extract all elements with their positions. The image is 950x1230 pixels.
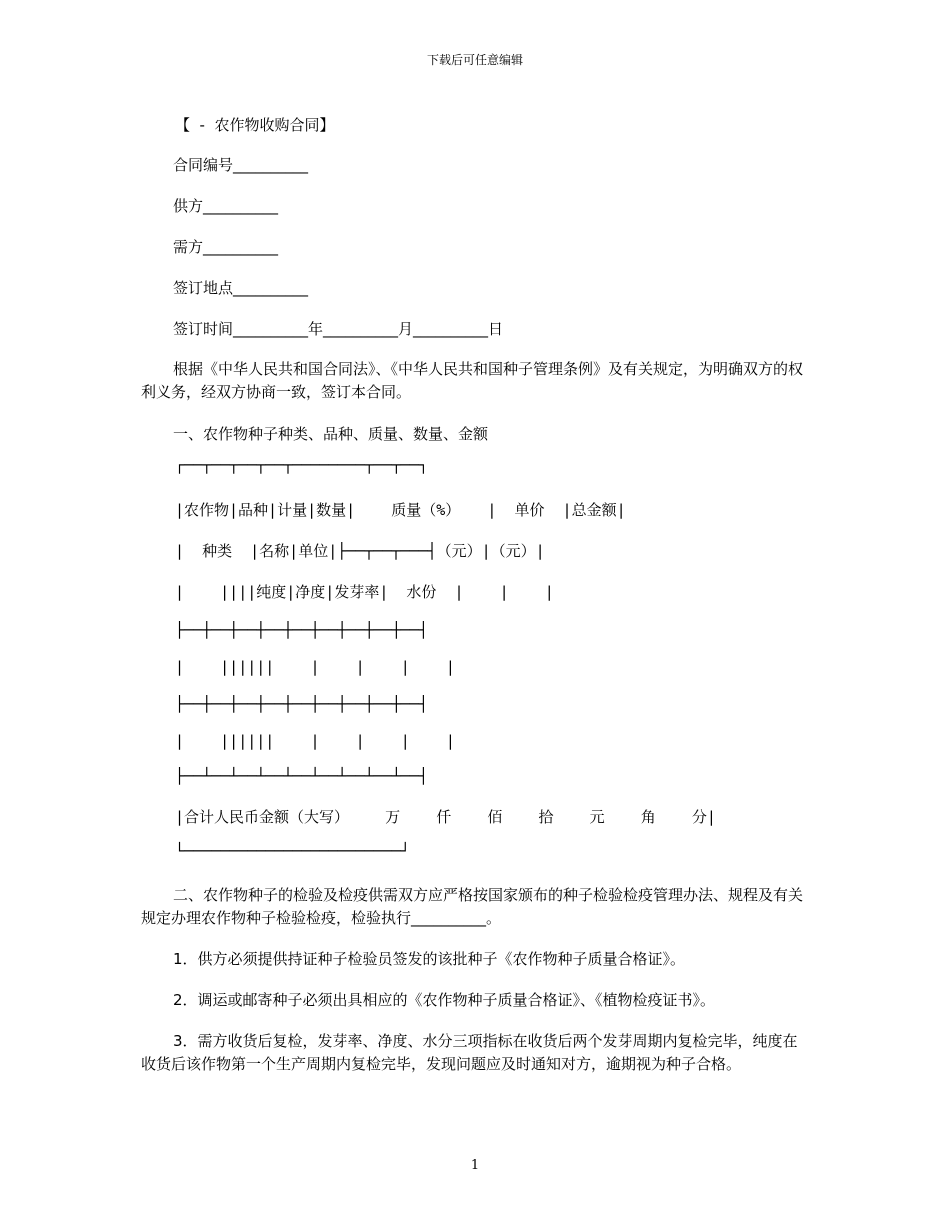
buyer-field: 需方__________ <box>173 238 279 256</box>
table-row: | ||||纯度|净度|发芽率| 水份 | | | <box>175 583 554 601</box>
contract-title: 【 - 农作物收购合同】 <box>175 116 335 134</box>
table-row: | |||||| | | | | <box>175 732 455 750</box>
contract-number-field: 合同编号__________ <box>173 156 309 174</box>
table-row: ├──┼──┼──┼──┼──┼──┼──┼──┼──┤ <box>175 621 428 639</box>
signing-place-field: 签订地点__________ <box>173 279 309 297</box>
section-1-heading: 一、农作物种子种类、品种、质量、数量、金额 <box>173 425 489 443</box>
table-row: |合计人民币金额（大写） 万 仟 佰 拾 元 角 分| <box>175 808 716 826</box>
section-2-paragraph: 二、农作物种子的检验及检疫供需双方应严格按国家颁布的种子检验检疫管理办法、规程及有关规定办理农作物种子检验检疫，检验执行__________。 <box>141 886 804 927</box>
table-row: ├──┴──┴──┴──┴──┴──┴──┴──┴──┤ <box>175 767 428 785</box>
item-1-paragraph: 1．供方必须提供持证种子检验员签发的该批种子《农作物种子质量合格证》。 <box>173 950 686 968</box>
signing-date-field: 签订时间__________年__________月__________日 <box>173 320 504 338</box>
table-row: |农作物|品种|计量|数量| 质量（%） | 单价 |总金额| <box>175 501 626 519</box>
table-row: └────────────────────────┘ <box>175 842 410 860</box>
seed-table <box>175 455 716 860</box>
supplier-field: 供方__________ <box>173 197 279 215</box>
table-row: ┌──┬──┬──┬──┬────────┬──┬──┐ <box>175 456 428 474</box>
page-number: 1 <box>470 1158 480 1173</box>
table-row: | 种类 |名称|单位|├──┬──┬───┤（元）|（元）| <box>175 542 545 560</box>
table-row: ├──┼──┼──┼──┼──┼──┼──┼──┼──┤ <box>175 695 428 713</box>
page-header: 下载后可任意编辑 <box>426 53 523 67</box>
item-2-paragraph: 2．调运或邮寄种子必须出具相应的《农作物种子质量合格证》、《植物检疫证书》。 <box>173 991 716 1009</box>
table-row: | |||||| | | | | <box>175 658 455 676</box>
item-3-paragraph: 3．需方收货后复检，发芽率、净度、水分三项指标在收货后两个发芽周期内复检完毕，纯度在收货后该作物第一个生产周期内复检完毕，发现问题应及时通知对方，逾期视为种子合格。 <box>141 1032 798 1073</box>
intro-paragraph: 根据《中华人民共和国合同法》、《中华人民共和国种子管理条例》及有关规定，为明确双方的权利义务，经双方协商一致，签订本合同。 <box>141 360 804 401</box>
